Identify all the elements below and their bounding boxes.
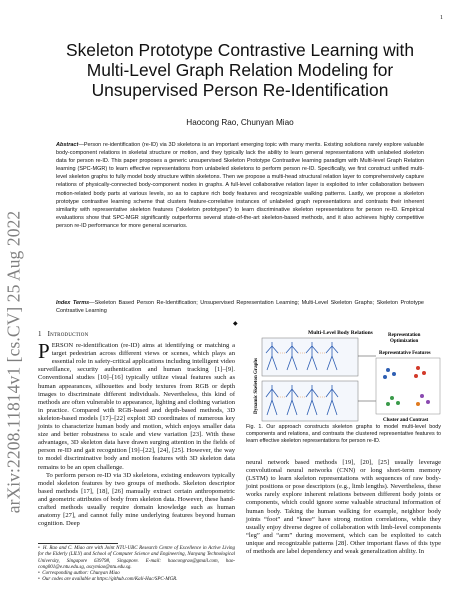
index-terms-label: Index Terms <box>56 300 90 306</box>
cluster-panel <box>376 358 440 414</box>
footnote-rule <box>38 543 118 544</box>
abstract-text: —Person re-identification (re-ID) via 3D skeletons is an important emerging topic with many merits. Existing solutions rarely explore valuable body-component relations in skeletal structure or motion, and they typically lack the ability to learn general representations with unlabeled skeleton data for person re-ID. This paper proposes a generic unsupervised Skeleton Prototype Contrastive learning paradigm with Multi-level Graph Relation learning (SPC-MGR) to learn effective representations from unlabeled skeletons to perform person re-ID. Specifically, we first construct unified multi-level skeleton graphs to fully model body structure within skeletons. Then we propose a multi-head structural relation layer to comprehensively capture relations of physically-connected body-component nodes in graphs. A full-level collaborative relation layer is exploited to infer collaboration between motion-related body parts at various levels, so as to capture rich body features and recognizable walking patterns. Lastly, we propose a skeleton prototype contrastive learning scheme that clusters feature-correlative instances of unlabeled graph representations and contrasts their inherent similarity with representative skeleton features (“skeleton prototypes”) to learn discriminative skeleton representations for person re-ID. Empirical evaluations show that SPC-MGR significantly outperforms several state-of-the-art skeleton-based methods, and it also achieves highly competitive person re-ID performance for more general scenarios. <box>56 142 424 229</box>
author-list: Haocong Rao, Chunyan Miao <box>186 118 294 127</box>
intro-paragraph-2: To perform person re-ID via 3D skeletons, existing endeavors typically model skeleton features by two groups of methods. Skeleton descriptor based methods [17], [18], [26] manually extract certain anthropometric and geometric attributes of body from skeleton data. However, these hand-crafted methods usually require domain knowledge such as human anatomy [27], and cannot fully mine underlying features beyond human cognition. Deep <box>38 471 235 528</box>
arxiv-stamp <box>2 152 26 572</box>
figure-side-label: Dynamic Skeleton Graphs <box>254 357 259 414</box>
rep-opt-line-2: Optimization <box>390 339 419 344</box>
intro-p1-text: ERSON re-identification (re-ID) aims at identifying or matching a target pedestrian across different views or scenes, which plays an essential role in safety-critical applications including intelligent video surveillance, security authentication and human tracking [1]–[9]. Conventional studies [10]–[16] typically utilize visual features such as human appearances, silhouettes and body textures from RGB or depth images to discriminate different individuals. Nevertheless, this kind of methods are often vulnerable to appearance, lighting and clothing variation in practice. Compared with RGB-based and depth-based methods, 3D skeleton-based models [17]–[22] exploit 3D coordinates of numerous key joints to characterize human body and motion, which enjoys smaller data size and better robustness to scale and view variation [23]. With these advantages, 3D skeleton data have drawn surging attention in the fields of person re-ID and gait recognition [19]–[22], [24], [25]. However, the way to model discriminative body and motion features with 3D skeleton data remains to be an open challenge. <box>38 342 235 471</box>
intro-paragraph-2-continued: neural network based methods [19], [20], [25] usually leverage convolutional neural networks (CNN) or long short-term memory (LSTM) to learn skeleton representations with sequences of raw body-joint positions or pose descriptors (e.g., limb lengths). Nevertheless, these works rarely explore inherent relations between different body joints or components, which could ignore some valuable structural information of human body. Taking the human walking for example, neighbor body joints “foot” and “knee” have strong motion correlations, while they usually enjoy diverse degree of collaboration with limb-level components “leg” and “arm” during movement, which can be exploited to catch unique and recognizable patterns [28]. Other important flaws of this type of methods are label dependency and weak generalization ability. In <box>246 459 441 556</box>
feature-clusters <box>383 366 430 406</box>
arxiv-id: arXiv:2208.11814v1 [cs.CV] 25 Aug 2022 <box>3 210 24 514</box>
page-number: 1 <box>440 15 443 21</box>
drop-cap: P <box>38 339 50 364</box>
intro-paragraph-1 <box>38 339 235 472</box>
abstract <box>56 141 424 230</box>
section-number: 1 <box>38 330 42 338</box>
figure-caption: Fig. 1. Our approach constructs skeleton graphs to model multi-level body components and relations, and contrasts the clustered representative features to learn effective skeleton representations for person re-ID. <box>246 424 441 445</box>
index-terms <box>56 299 424 315</box>
paper-title <box>40 40 440 100</box>
footnote-corresponding: • Corresponding author: Chunyan Miao <box>38 571 120 577</box>
rep-opt-line-1: Representation <box>388 333 421 338</box>
footnote-code: • Our codes are available at https://github.com/Kali-Hac/SPC-MGR. <box>38 577 178 583</box>
cluster-label: Cluster and Contrast <box>383 418 429 423</box>
title-line-2: Multi-Level Graph Relation Modeling for <box>86 60 394 80</box>
section-divider-diamond: ◆ <box>233 321 238 327</box>
figure-title: Multi-Level Body Relations <box>308 330 373 336</box>
index-terms-text: —Skeleton Based Person Re-Identification; Unsupervised Representation Learning; Multi-Level Skeleton Graphs; Skeleton Prototype Contrastive Learning <box>56 300 424 315</box>
abstract-label: Abstract <box>56 142 79 148</box>
section-heading <box>38 330 235 338</box>
footnotes <box>38 546 235 584</box>
right-column <box>246 459 441 556</box>
left-column <box>38 330 235 528</box>
title-line-3: Unsupervised Person Re-Identification <box>91 80 389 100</box>
footnote-affiliation: • H. Rao and C. Miao are with Joint NTU-UBC Research Centre of Excellence in Active Living for the Elderly (LILY) and School of Computer Science and Engineering, Nanyang Technological University, Singapore 639798, Singapore. E-mail: haocongrao@gmail.com, hao-cong001@e.ntu.edu.sg, ascymiao@ntu.edu.sg. <box>38 546 235 570</box>
title-line-1: Skeleton Prototype Contrastive Learning with <box>65 40 414 60</box>
figure-1-graphic <box>248 326 442 424</box>
graph-panel-bottom <box>262 381 358 421</box>
graph-panel-top <box>262 338 358 376</box>
section-title: Introduction <box>47 330 89 338</box>
rep-features-label: Representative Features <box>379 351 431 356</box>
